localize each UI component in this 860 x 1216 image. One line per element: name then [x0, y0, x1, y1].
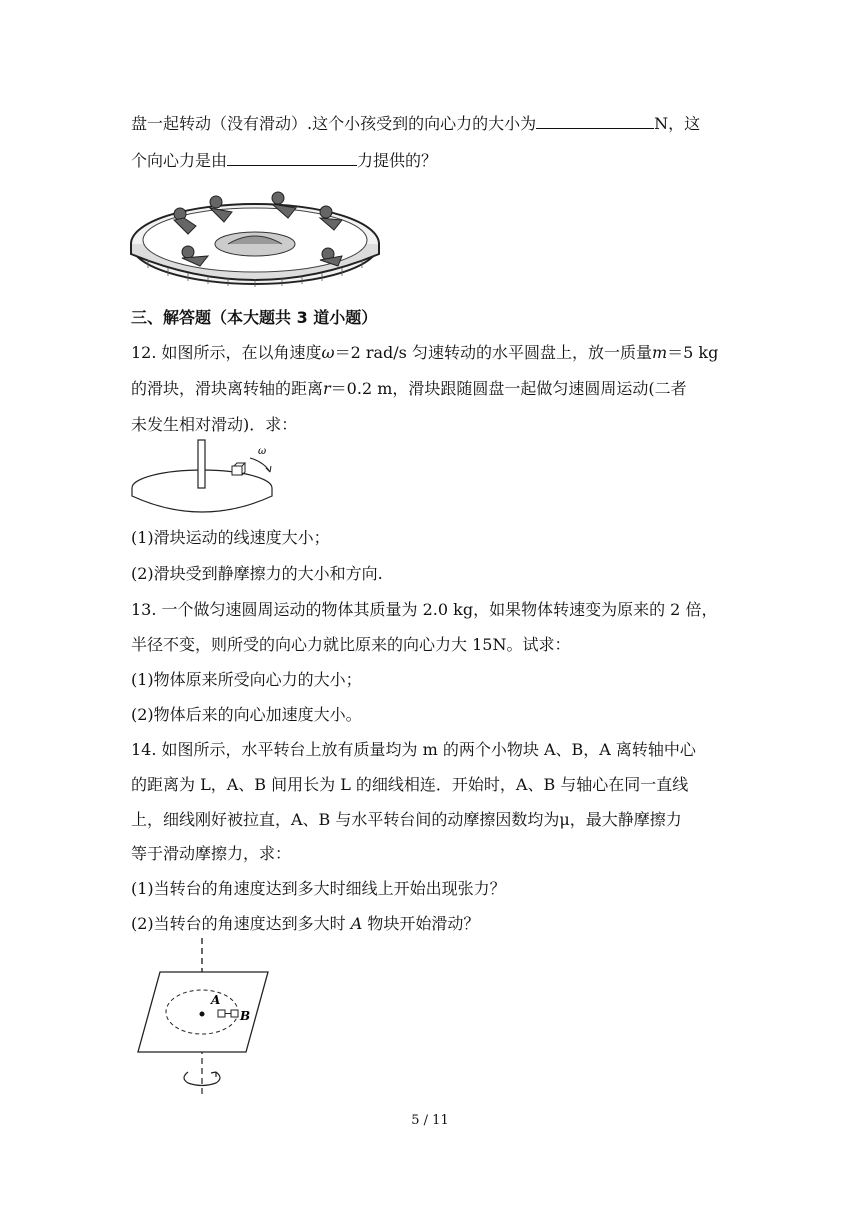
q14-line-1: 14. 如图所示，水平转台上放有质量均为 m 的两个小物块 A、B，A 离转轴中心: [131, 740, 696, 759]
q12-line-1: [131, 342, 718, 364]
q14-text: (2)当转台的角速度达到多大时: [131, 914, 346, 933]
block-a: [218, 1010, 225, 1017]
page-number: 5 / 11: [411, 1113, 449, 1128]
mass-symbol: m: [651, 343, 668, 362]
rotating-disk-figure: [130, 434, 286, 516]
q14-line-3: 上，细线刚好被拉直，A、B 与水平转台间的动摩擦因数均为μ，最大静摩擦力: [131, 810, 682, 829]
turntable-figure: [130, 934, 276, 1102]
q13-sub-1: (1)物体原来所受向心力的大小；: [131, 670, 362, 689]
q12-line-2: [131, 378, 687, 400]
radius-symbol: r: [323, 379, 331, 398]
q14-sub-2: [131, 913, 479, 935]
q11-text: 盘一起转动（没有滑动）.这个小孩受到的向心力的大小为: [131, 114, 537, 133]
q11-text: 个向心力是由: [131, 151, 228, 170]
q11-line-2: [131, 147, 437, 172]
q13-line-2: 半径不变，则所受的向心力就比原来的向心力大 15N。试求：: [131, 635, 571, 654]
q12-text: ＝2 rad/s 匀速转动的水平圆盘上，放一质量: [334, 343, 652, 362]
axis-center: [200, 1012, 205, 1017]
omega-symbol: ω: [321, 343, 335, 362]
q11-text-end: 力提供的？: [357, 151, 438, 170]
q11-line-1: [131, 110, 700, 135]
block-b: [231, 1010, 238, 1017]
q13-line-1: 13. 一个做匀速圆周运动的物体其质量为 2.0 kg，如果物体转速变为原来的 2 倍，: [131, 600, 718, 619]
q14-sub-1: (1)当转台的角速度达到多大时细线上开始出现张力？: [131, 879, 506, 898]
answer-blank-1[interactable]: [536, 110, 654, 129]
q12-line-3: 未发生相对滑动)．求：: [131, 415, 298, 434]
q12-text: ＝5 kg: [667, 343, 719, 362]
q12-sub-2: (2)滑块受到静摩擦力的大小和方向.: [131, 564, 383, 583]
q11-text-unit: N，这: [654, 114, 701, 133]
q14-line-2: 的距离为 L，A、B 间用长为 L 的细线相连．开始时，A、B 与轴心在同一直线: [131, 775, 689, 794]
q12-text: ＝0.2 m，滑块跟随圆盘一起做匀速圆周运动(二者: [330, 379, 687, 398]
q12-sub-1: (1)滑块运动的线速度大小；: [131, 528, 330, 547]
answer-blank-2[interactable]: [227, 147, 357, 166]
label-b: B: [240, 1009, 251, 1023]
q12-text: 12. 如图所示，在以角速度: [131, 343, 322, 362]
q14-text: 物块开始滑动？: [367, 914, 480, 933]
label-a: A: [211, 993, 221, 1007]
rotating-platform-figure: [128, 182, 382, 288]
q14-line-4: 等于滑动摩擦力，求：: [131, 844, 292, 863]
section-heading: 三、解答题（本大题共 3 道小题）: [131, 308, 378, 327]
q13-sub-2: (2)物体后来的向心加速度大小。: [131, 705, 362, 724]
block-a-symbol: A: [350, 914, 363, 933]
q12-text: 的滑块，滑块离转轴的距离: [131, 379, 324, 398]
omega-label: ω: [258, 446, 267, 457]
